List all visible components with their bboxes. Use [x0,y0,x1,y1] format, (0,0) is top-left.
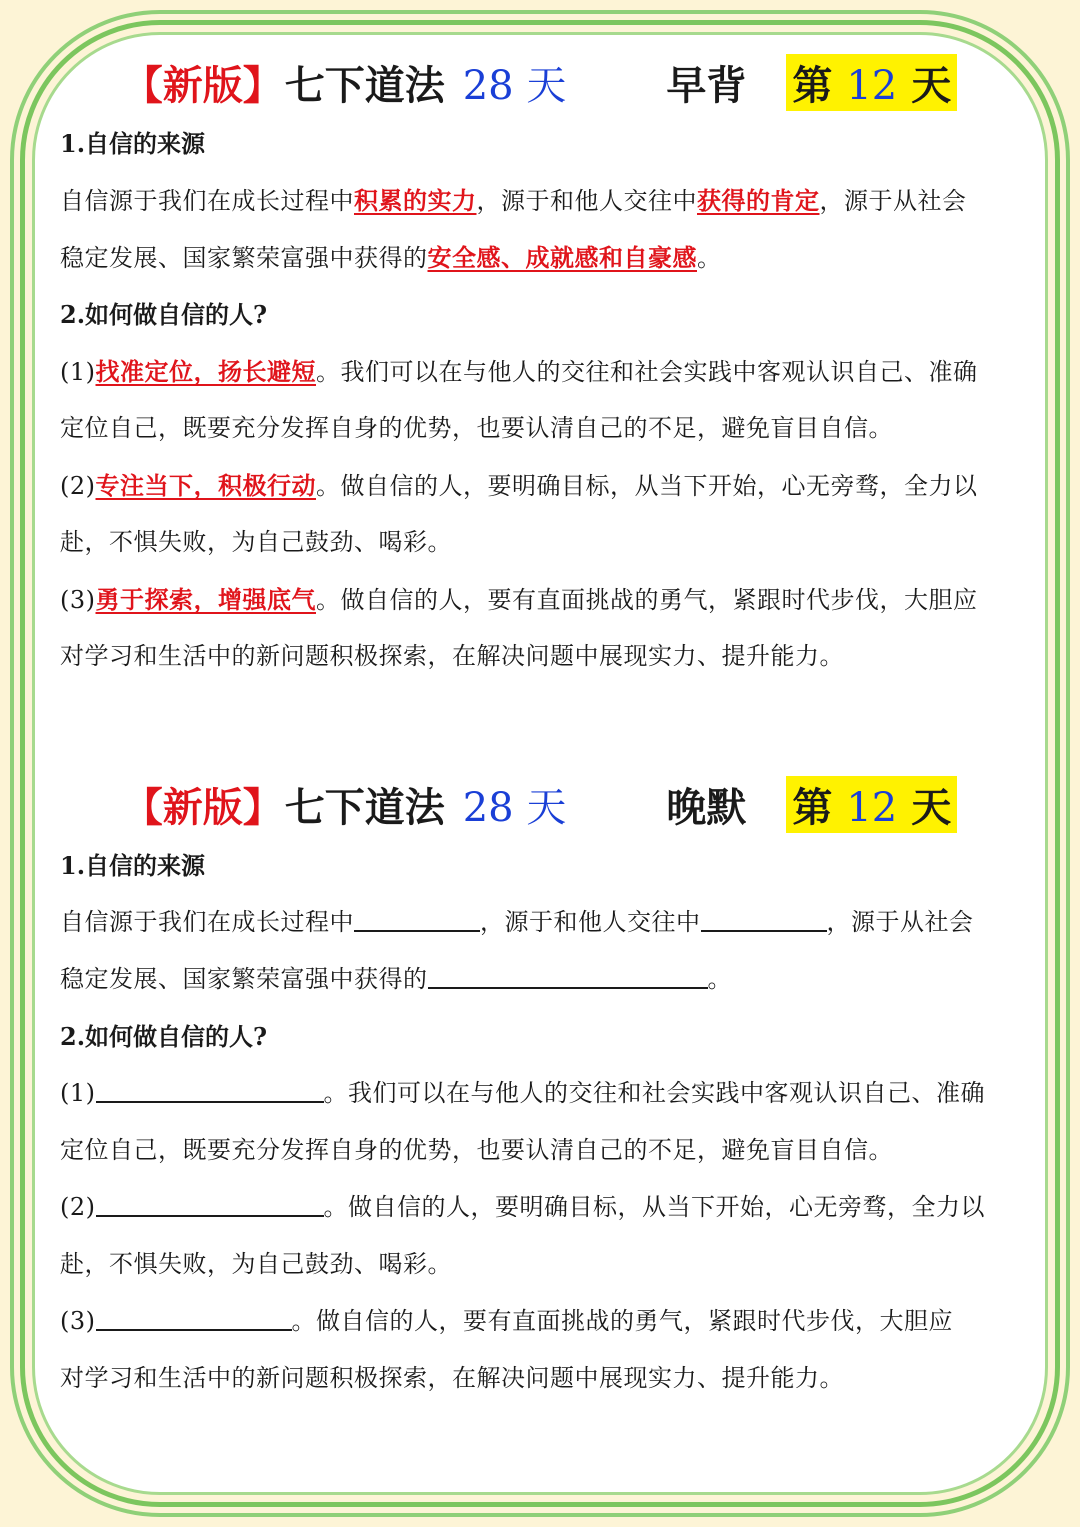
section1-heading: 1.自信的来源 [60,851,206,880]
item1-line1 [60,343,1020,400]
section1-line1 [60,172,1020,229]
fill-blank[interactable] [428,963,708,989]
title-main: 七下道法 [284,61,445,109]
title-mode: 晚默 [666,783,747,831]
day-prefix: 第 [792,783,833,831]
section1-line1 [60,894,1020,951]
text-segment: ，源于从社会 [826,908,974,936]
item1-line2: 定位自己，既要充分发挥自身的优势，也要认清自己的不足，避免盲目自信。 [60,1136,893,1164]
text-segment: 。做自信的人，要有直面挑战的勇气，紧跟时代步伐，大胆应 [316,586,978,614]
answer-text: 安全感、成就感和自豪感 [427,243,697,272]
text-segment: 稳定发展、国家繁荣富强中获得的 [60,965,428,993]
section1-line2 [60,229,1020,286]
fill-blank[interactable] [96,1191,324,1217]
item1-line2: 定位自己，既要充分发挥自身的优势，也要认清自己的不足，避免盲目自信。 [60,414,893,442]
fill-blank[interactable] [354,906,480,932]
title-days: 28 天 [462,784,567,831]
evening-section [60,771,1020,1407]
item-number: (1) [60,358,96,386]
day-suffix: 天 [911,783,952,831]
day-badge [786,54,957,111]
title-bracket: 【新版】 [122,61,283,109]
day-prefix: 第 [792,61,833,109]
text-segment: ，源于和他人交往中 [476,187,697,215]
answer-text: 积累的实力 [354,186,477,215]
evening-title [60,771,1020,837]
item-number: (2) [60,472,96,500]
text-segment: 稳定发展、国家繁荣富强中获得的 [60,244,428,272]
item-number: (3) [60,1307,96,1335]
item3-line2: 对学习和生活中的新问题积极探索，在解决问题中展现实力、提升能力。 [60,642,844,670]
item2-line1 [60,457,1020,514]
answer-text: 找准定位，扬长避短 [95,357,316,386]
item2-line2: 赴，不惧失败，为自己鼓劲、喝彩。 [60,1250,452,1278]
day-suffix: 天 [911,61,952,109]
day-number: 12 [846,784,898,831]
fill-blank[interactable] [96,1077,324,1103]
item2-line1 [60,1179,1020,1236]
item3-line1 [60,1293,1020,1350]
title-main: 七下道法 [284,783,445,831]
answer-text: 专注当下，积极行动 [95,471,316,500]
item1-line1 [60,1065,1020,1122]
text-segment: 。做自信的人，要明确目标，从当下开始，心无旁骛，全力以 [323,1193,985,1221]
item-number: (1) [60,1079,96,1107]
section1-heading: 1.自信的来源 [60,129,206,158]
section2-heading: 2.如何做自信的人? [60,300,268,329]
day-badge [786,776,957,833]
title-mode: 早背 [666,61,747,109]
day-number: 12 [846,62,898,109]
item-number: (3) [60,586,96,614]
text-segment: ，源于从社会 [819,187,967,215]
fill-blank[interactable] [96,1305,292,1331]
answer-text: 获得的肯定 [697,186,820,215]
text-segment: 。 [707,965,732,993]
text-segment: 。做自信的人，要有直面挑战的勇气，紧跟时代步伐，大胆应 [291,1307,953,1335]
morning-title [60,49,1020,115]
section2-heading: 2.如何做自信的人? [60,1022,268,1051]
morning-section [60,49,1020,685]
title-bracket: 【新版】 [122,783,283,831]
title-days: 28 天 [462,62,567,109]
item3-line1 [60,571,1020,628]
answer-text: 勇于探索，增强底气 [95,585,316,614]
item-number: (2) [60,1193,96,1221]
item2-line2: 赴，不惧失败，为自己鼓劲、喝彩。 [60,528,452,556]
item3-line2: 对学习和生活中的新问题积极探索，在解决问题中展现实力、提升能力。 [60,1364,844,1392]
text-segment: 。我们可以在与他人的交往和社会实践中客观认识自己、准确 [323,1079,985,1107]
text-segment: 自信源于我们在成长过程中 [60,908,354,936]
fill-blank[interactable] [701,906,827,932]
text-segment: 。 [697,244,722,272]
section1-line2 [60,951,1020,1008]
text-segment: 。我们可以在与他人的交往和社会实践中客观认识自己、准确 [316,358,978,386]
text-segment: 。做自信的人，要明确目标，从当下开始，心无旁骛，全力以 [316,472,978,500]
text-segment: ，源于和他人交往中 [480,908,701,936]
text-segment: 自信源于我们在成长过程中 [60,187,354,215]
